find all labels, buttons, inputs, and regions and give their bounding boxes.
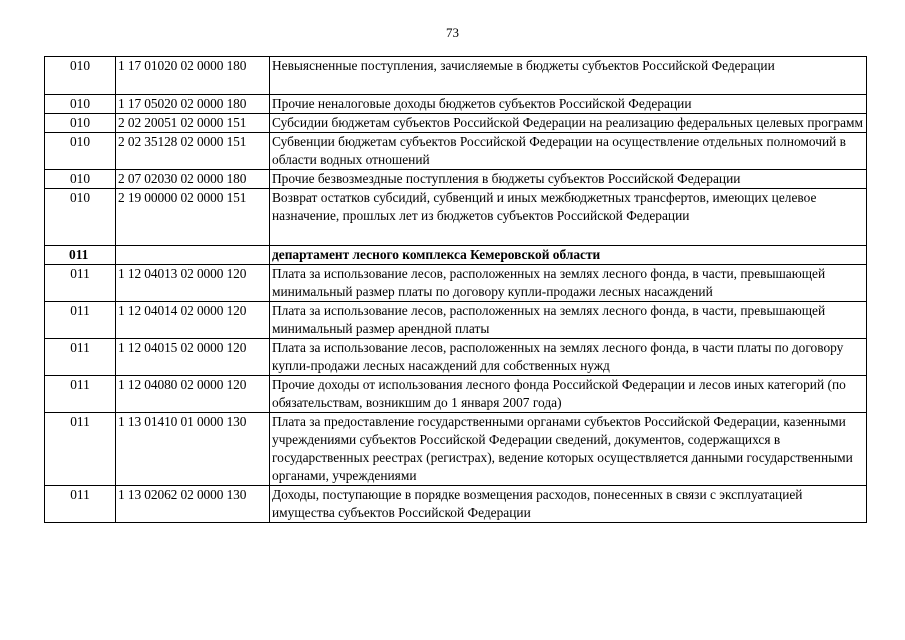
budget-code-cell: 2 07 02030 02 0000 180 [116, 170, 270, 189]
budget-code-cell [116, 246, 270, 265]
budget-code-cell: 2 02 35128 02 0000 151 [116, 133, 270, 170]
admin-code-cell: 011 [45, 339, 116, 376]
description-cell: Субвенции бюджетам субъектов Российской Федерации на осуществление отдельных полномочий в области водных отношений [270, 133, 867, 170]
budget-code-cell: 1 12 04080 02 0000 120 [116, 376, 270, 413]
admin-code-cell: 011 [45, 246, 116, 265]
budget-code-cell: 1 12 04015 02 0000 120 [116, 339, 270, 376]
table-row [45, 413, 867, 486]
budget-classification-table [44, 56, 867, 523]
admin-code-cell: 010 [45, 114, 116, 133]
department-name-cell: департамент лесного комплекса Кемеровской области [270, 246, 867, 265]
description-cell: Плата за предоставление государственными органами субъектов Российской Федерации, казенными учреждениями субъектов Российской Федерации сведений, документов, содержащихся в государственных реестрах (регистрах), ведение которых осуществляется данными государственными органами, учреждениями [270, 413, 867, 486]
admin-code-cell: 011 [45, 265, 116, 302]
budget-code-cell: 1 12 04013 02 0000 120 [116, 265, 270, 302]
budget-code-cell: 2 19 00000 02 0000 151 [116, 189, 270, 246]
description-cell: Доходы, поступающие в порядке возмещения расходов, понесенных в связи с эксплуатацией имущества субъектов Российской Федерации [270, 486, 867, 523]
table-row [45, 133, 867, 170]
budget-code-cell: 1 13 02062 02 0000 130 [116, 486, 270, 523]
admin-code-cell: 010 [45, 189, 116, 246]
department-header-row [45, 246, 867, 265]
description-cell: Невыясненные поступления, зачисляемые в бюджеты субъектов Российской Федерации [270, 57, 867, 95]
description-cell: Плата за использование лесов, расположенных на землях лесного фонда, в части, превышающей минимальный размер арендной платы [270, 302, 867, 339]
description-cell: Прочие безвозмездные поступления в бюджеты субъектов Российской Федерации [270, 170, 867, 189]
budget-code-cell: 1 13 01410 01 0000 130 [116, 413, 270, 486]
description-cell: Плата за использование лесов, расположенных на землях лесного фонда, в части платы по договору купли-продажи лесных насаждений для собственных нужд [270, 339, 867, 376]
table-row [45, 95, 867, 114]
page-number: 73 [446, 25, 459, 40]
admin-code-cell: 010 [45, 133, 116, 170]
admin-code-cell: 010 [45, 170, 116, 189]
table-row [45, 265, 867, 302]
admin-code-cell: 011 [45, 376, 116, 413]
table-row [45, 339, 867, 376]
table-row [45, 114, 867, 133]
table-row [45, 57, 867, 95]
description-cell: Прочие неналоговые доходы бюджетов субъектов Российской Федерации [270, 95, 867, 114]
budget-code-cell: 1 17 01020 02 0000 180 [116, 57, 270, 95]
table-row [45, 189, 867, 246]
budget-code-cell: 1 17 05020 02 0000 180 [116, 95, 270, 114]
description-cell: Прочие доходы от использования лесного фонда Российской Федерации и лесов иных категорий (по обязательствам, возникшим до 1 января 2007 года) [270, 376, 867, 413]
table-row [45, 486, 867, 523]
admin-code-cell: 010 [45, 57, 116, 95]
admin-code-cell: 011 [45, 302, 116, 339]
description-cell: Плата за использование лесов, расположенных на землях лесного фонда, в части, превышающей минимальный размер платы по договору купли-продажи лесных насаждений [270, 265, 867, 302]
admin-code-cell: 011 [45, 413, 116, 486]
budget-code-cell: 1 12 04014 02 0000 120 [116, 302, 270, 339]
table-row [45, 170, 867, 189]
table-row [45, 302, 867, 339]
table-row [45, 376, 867, 413]
admin-code-cell: 010 [45, 95, 116, 114]
description-cell: Субсидии бюджетам субъектов Российской Федерации на реализацию федеральных целевых программ [270, 114, 867, 133]
admin-code-cell: 011 [45, 486, 116, 523]
budget-code-cell: 2 02 20051 02 0000 151 [116, 114, 270, 133]
description-cell: Возврат остатков субсидий, субвенций и иных межбюджетных трансфертов, имеющих целевое назначение, прошлых лет из бюджетов субъектов Российской Федерации [270, 189, 867, 246]
